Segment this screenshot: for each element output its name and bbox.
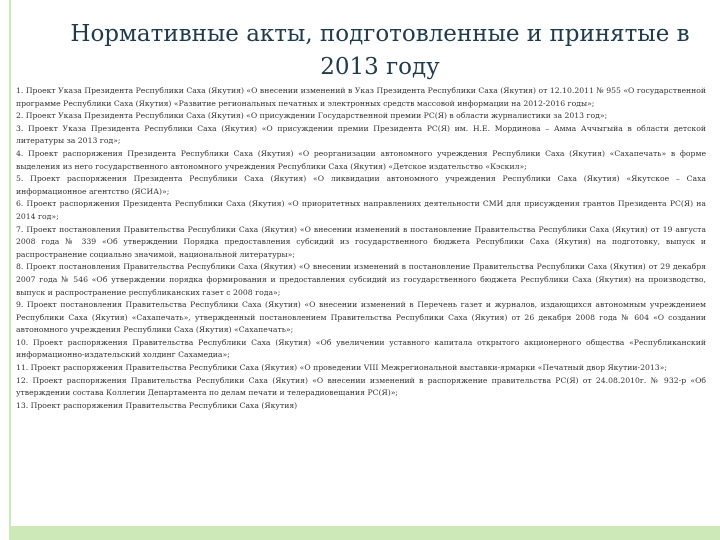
list-item: 6. Проект распоряжения Президента Республики Саха (Якутия) «О приоритетных направлениях деятельности СМИ для присуждения грантов Президента РС(Я) на 2014 год»; bbox=[16, 199, 706, 221]
list-item: 2. Проект Указа Президента Республики Саха (Якутия) «О присуждении Государственной премии РС(Я) в области журналистики за 2013 год»; bbox=[16, 111, 608, 121]
list-item: 11. Проект распоряжения Правительства Республики Саха (Якутия) «О проведении VIII Межрегиональной выставки-ярмарки «Печатный двор Якутии-2013»; bbox=[16, 363, 667, 373]
list-item: 12. Проект распоряжения Правительства Республики Саха (Якутия) «О внесении изменений в распоряжение правительства РС(Я) от 24.08.2010г. № 932-р «Об утверждении состава Коллегии Департамента по делам печати и телерадиовещания РС(Я)»; bbox=[16, 375, 706, 398]
acts-list bbox=[16, 85, 706, 412]
list-item: 5. Проект распоряжения Президента Республики Саха (Якутия) «О ликвидации автономного учреждения Республики Саха (Якутия) «Якутское – Саха информационное агентство (ЯСИА)»; bbox=[16, 174, 706, 196]
list-item: 1. Проект Указа Президента Республики Саха (Якутия) «О внесении изменений в Указ Президента Республики Саха (Якутия) от 12.10.2011 № 955 «О государственной программе Республики Саха (Якутия) «Развитие региональных печатных и электронных средств массовой информации на 2012-2016 годы»; bbox=[16, 86, 706, 108]
list-item: 3. Проект Указа Президента Республики Саха (Якутия) «О присуждении премии Президента РС(Я) им. Н.Е. Мординова – Амма Аччыгыйа в области детской литературы за 2013 год»; bbox=[16, 123, 706, 146]
left-accent-bar bbox=[9, 0, 11, 528]
list-item: 13. Проект распоряжения Правительства Республики Саха (Якутия) bbox=[16, 400, 298, 410]
list-item: 4. Проект распоряжения Президента Республики Саха (Якутия) «О реорганизации автономного учреждения Республики Саха (Якутия) «Сахапечать» в форме выделения из него государственного автономного учреждения Республики Саха (Якутия) «Детское издательство «Кэскил»; bbox=[16, 148, 706, 171]
list-item: 7. Проект постановления Правительства Республики Саха (Якутия) «О внесении изменений в постановление Правительства Республики Саха (Якутия) от 19 августа 2008 года № 339 «Об утверждении Порядка предоставления субсидий из государственного бюджета Республики Саха (Якутия) на подготовку, выпуск и распространение социально значимой, национальной литературы»; bbox=[16, 224, 706, 259]
slide-title: Нормативные акты, подготовленные и принятые в 2013 году bbox=[70, 21, 690, 80]
list-item: 8. Проект постановления Правительства Республики Саха (Якутия) «О внесении изменений в постановление Правительства Республики Саха (Якутия) от 29 декабря 2007 года № 546 «Об утверждении порядка формирования и предоставления субсидий из государственного бюджета Республики Саха (Якутия) на производство, выпуск и распространение республиканских газет с 2008 года»; bbox=[16, 262, 706, 297]
bottom-accent-bar bbox=[9, 526, 720, 540]
list-item: 9. Проект постановления Правительства Республики Саха (Якутия) «О внесении изменений в Перечень газет и журналов, издающихся автономным учреждением Республики Саха (Якутия) «Сахапечать», утвержденный постановлением Правительства Республики Саха (Якутия) от 26 декабря 2008 года № 604 «О создании автономного учреждения Республики Саха (Якутия) «Сахапечать»; bbox=[16, 300, 706, 335]
list-item: 10. Проект распоряжения Правительства Республики Саха (Якутия) «Об увеличении уставного капитала открытого акционерного общества «Республиканский информационно-издательский холдинг Сахамедиа»; bbox=[16, 337, 706, 360]
